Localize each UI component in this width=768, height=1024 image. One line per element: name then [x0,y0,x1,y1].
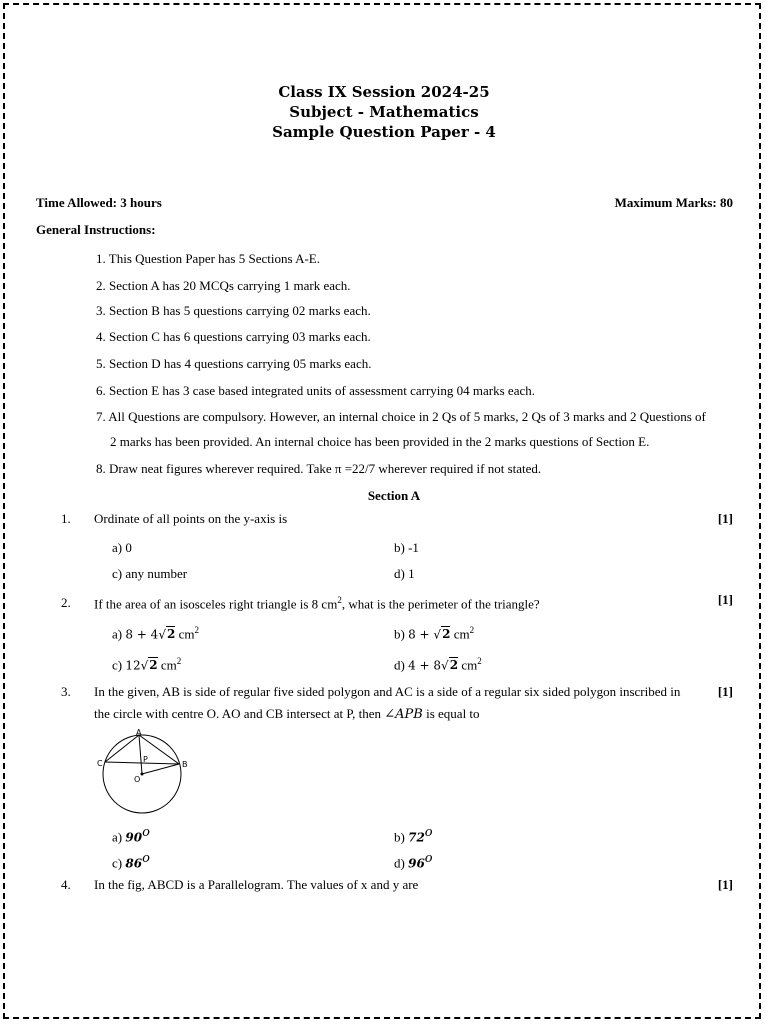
centre-point [141,773,144,776]
instruction-item: 3. Section B has 5 questions carrying 02 marks each. [96,303,371,318]
option-b[interactable]: b) 8 + √2 $cm^2$ [394,625,475,642]
instruction-item-continued: 2 marks has been provided. An internal choice has been provided in the 2 marks questions of Section E. [110,434,650,449]
question-number: 2. [61,595,71,610]
label-C: C [97,759,103,768]
instruction-item: 8. Draw neat figures wherever required. Take π =22/7 wherever required if not stated. [96,461,542,476]
instruction-item: 5. Section D has 4 questions carrying 05 marks each. [96,356,372,371]
section-title: Section A [367,488,421,503]
option-c[interactable]: c) any number [112,566,188,581]
question-marks: [1] [717,592,733,607]
option-b[interactable]: b) 72$^o$ [394,825,433,845]
option-b[interactable]: b) -1 [394,540,419,555]
option-d[interactable]: d) 1 [394,566,415,581]
option-a[interactable]: a) 0 [112,540,132,555]
label-A: A [136,728,142,737]
general-instructions-heading: General Instructions: [36,222,156,237]
option-d[interactable]: d) 96$^o$ [394,851,433,871]
question-text: If the area of an isosceles right triangle is 8 $cm^2$, what is the perimeter of the triangle? [94,595,540,612]
circle-polygon-figure [94,726,194,818]
segment-AO [139,735,142,774]
question-text: Ordinate of all points on the y-axis is [94,511,288,526]
instruction-item: 1. This Question Paper has 5 Sections A-E. [96,251,320,266]
option-c[interactable]: c) 86$^o$ [112,851,150,871]
question-text-line2: the circle with centre O. AO and CB intersect at P, then ∠APB is equal to [94,706,480,722]
question-marks: [1] [717,877,733,892]
header-class-session: Class IX Session 2024-25 [278,83,490,101]
instruction-item: 6. Section E has 3 case based integrated units of assessment carrying 04 marks each. [96,383,535,398]
time-allowed: Time Allowed: 3 hours [36,195,162,210]
label-B: B [182,760,188,769]
option-a[interactable]: a) 8 + 4√2 $cm^2$ [112,625,199,642]
option-a[interactable]: a) 90$^o$ [112,825,150,845]
segment-OB [142,764,179,774]
question-text-line1: In the given, AB is side of regular five sided polygon and AC is a side of a regular six sided polygon inscribed in [94,684,681,699]
label-P: P [143,755,148,764]
question-text: In the fig, ABCD is a Parallelogram. The values of x and y are [94,877,419,892]
option-d[interactable]: d) 4 + 8√2 $cm^2$ [394,656,482,673]
header-paper-title: Sample Question Paper - 4 [272,123,496,141]
question-number: 3. [61,684,71,699]
instruction-item: 2. Section A has 20 MCQs carrying 1 mark each. [96,278,351,293]
question-marks: [1] [717,511,733,526]
label-O: O [134,775,141,784]
segment-AC [105,735,139,762]
question-number: 1. [61,511,71,526]
header-subject: Subject - Mathematics [289,103,479,121]
maximum-marks: Maximum Marks: 80 [614,195,733,210]
instruction-item: 7. All Questions are compulsory. However, an internal choice in 2 Qs of 5 marks, 2 Qs of 3 marks and 2 Questions of [96,409,706,424]
segment-CB [105,762,179,764]
question-number: 4. [61,877,71,892]
question-marks: [1] [717,684,733,699]
option-c[interactable]: c) 12√2 $cm^2$ [112,656,182,673]
instruction-item: 4. Section C has 6 questions carrying 03 marks each. [96,329,371,344]
